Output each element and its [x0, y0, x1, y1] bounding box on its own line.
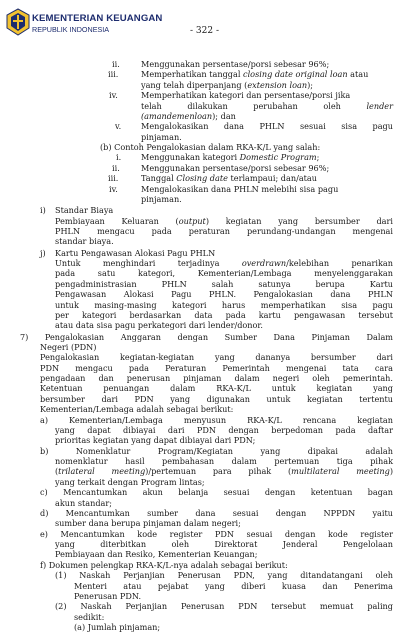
paragraph-line: PDN mengacu pada Peraturan Pemerintah mengenai tata cara	[40, 362, 393, 373]
paragraph-line: pada satu kategori, Kementerian/Lembaga menyelenggarakan	[55, 268, 393, 279]
list-item-text: a) Kementerian/Lembaga menyusun RKA-K/L rencana kegiatan	[40, 414, 393, 425]
list-item-text: (amandemenloan); dan	[141, 110, 236, 121]
list-item-text: yang dapat dibiayai dari PDN dengan berpedoman pada daftar	[55, 424, 393, 435]
subheading: (b) Contoh Pengalokasian dalam RKA-K/L yang salah:	[100, 142, 321, 152]
paragraph-line: pengadaan dan penerusan pinjaman dalam negeri oleh pemerintah.	[40, 373, 393, 383]
list-item-text: f) Dokumen pelengkap RKA-K/L-nya adalah sebagai berikut:	[40, 559, 288, 570]
paragraph-line: Kementerian/Lembaga adalah sebagai berikut:	[40, 404, 234, 415]
paragraph-line: standar biaya.	[55, 236, 114, 247]
list-item-text: e) Mencantumkan kode register PDN sesuai dengan kode register	[40, 528, 393, 539]
paragraph-line: Ketentuan penuangan dalam RKA-K/L untuk kegiatan yang	[40, 383, 393, 394]
section-marker: i)	[40, 205, 46, 216]
list-item-text: Tanggal Closing date terlampaui; dan/atau	[141, 173, 318, 184]
list-item-text: (a) Jumlah pinjaman;	[74, 622, 161, 632]
list-item-text: Mengalokasikan dana PHLN sesuai sisa pagu	[141, 121, 393, 132]
paragraph-line: atau data sisa pagu perkategori dari lender/donor.	[55, 320, 263, 331]
list-item-marker: i.	[116, 152, 122, 163]
list-item-text: prioritas kegiatan yang dapat dibiayai dari PDN;	[55, 435, 256, 446]
section-marker: j)	[40, 247, 46, 258]
list-item-text: sumber dana berupa pinjaman dalam negeri;	[55, 518, 241, 529]
list-item-text: yang diterbitkan oleh Direktorat Jenderal Pengelolaan	[55, 539, 393, 549]
list-item-text: Memperhatikan kategori dan persentase/porsi jika	[141, 90, 351, 101]
list-item-text: d) Mencantumkan sumber dana sesuai dengan NPPDN yaitu	[40, 507, 393, 518]
page-number: - 322 -	[190, 26, 219, 36]
ministry-logo-icon	[6, 8, 30, 36]
list-item-text: Menteri atau pejabat yang diberi kuasa dan Penerima	[74, 580, 393, 591]
list-item-text: pinjaman.	[141, 193, 182, 204]
list-item-marker: ii.	[112, 59, 120, 69]
list-item-text: (trilateral meeting)/pertemuan para pihak (multilateral meeting)	[55, 466, 393, 477]
section-title: Standar Biaya	[55, 205, 114, 216]
paragraph-line: per kategori berdasarkan data pada kartu pengawasan tersebut	[55, 309, 393, 320]
list-item-marker: v.	[115, 121, 122, 132]
paragraph-line: Untuk menghindari terjadinya overdrawn/kelebihan penarikan	[55, 258, 394, 268]
list-item-text: yang terkait dengan Program lintas;	[55, 476, 205, 487]
paragraph-line: Pembiayaan Keluaran (output) kegiatan yang bersumber dari	[55, 215, 393, 226]
paragraph-line: bersumber dari PDN yang digunakan untuk kegiatan tertentu	[40, 393, 393, 404]
list-item-marker: iv.	[109, 183, 118, 194]
list-item-text: (2) Naskah Perjanjian Penerusan PDN tersebut memuat paling	[55, 601, 393, 612]
list-item-text: telah dilakukan perubahan oleh lender	[141, 100, 393, 111]
list-item-text: Pembiayaan dan Resiko, Kementerian Keuangan;	[55, 549, 258, 560]
list-item-marker: iii.	[108, 173, 119, 184]
republic-name: REPUBLIK INDONESIA	[32, 25, 110, 34]
list-item-text: Memperhatikan tanggal closing date original loan atau	[141, 69, 369, 80]
paragraph-line: untuk masing-masing kategori harus memperhatikan sisa pagu	[55, 299, 393, 310]
paragraph-line: Pengalokasian kegiatan-kegiatan yang dananya bersumber dari	[40, 352, 393, 363]
section-heading: 7) Pengalokasian Anggaran dengan Sumber Dana Pinjaman Dalam	[20, 331, 393, 342]
section-heading: Negeri (PDN)	[40, 341, 97, 352]
list-item-text: yang telah diperpanjang (extension loan);	[141, 79, 313, 90]
page-header	[0, 0, 418, 52]
list-item-marker: iii.	[108, 69, 119, 80]
paragraph-line: PHLN mengacu pada peraturan perundang-undangan mengenai	[55, 225, 393, 236]
list-item-text: Menggunakan persentase/porsi sebesar 96%;	[141, 162, 330, 173]
section-title: Kartu Pengawasan Alokasi Pagu PHLN	[55, 247, 216, 258]
list-item-text: Penerusan PDN.	[74, 590, 142, 601]
ministry-name: KEMENTERIAN KEUANGAN	[32, 13, 163, 24]
list-item-text: b) Nomenklatur Program/Kegiatan yang dipakai adalah	[40, 445, 393, 456]
list-item-text: pinjaman.	[141, 131, 182, 142]
list-item-text: (1) Naskah Perjanjian Penerusan PDN, yang ditandatangani oleh	[55, 570, 393, 581]
list-item-text: c) Mencantumkan akun belanja sesuai dengan ketentuan bagan	[40, 487, 393, 498]
list-item-text: Menggunakan persentase/porsi sebesar 96%;	[141, 59, 330, 69]
paragraph-line: pengadministrasian PHLN salah satunya berupa Kartu	[55, 278, 393, 289]
list-item-text: nomenklatur hasil pembahasan dalam pertemuan tiga pihak	[55, 456, 393, 466]
list-item-marker: iv.	[109, 90, 118, 101]
list-item-text: Menggunakan kategori Domestic Program;	[141, 152, 320, 163]
list-item-text: sedikit:	[74, 611, 105, 622]
list-item-text: akun standar;	[55, 497, 112, 508]
list-item-text: Mengalokasikan dana PHLN melebihi sisa pagu	[141, 183, 339, 194]
paragraph-line: Pengawasan Alokasi Pagu PHLN. Pengalokasian dana PHLN	[55, 289, 393, 300]
list-item-marker: ii.	[112, 162, 120, 173]
